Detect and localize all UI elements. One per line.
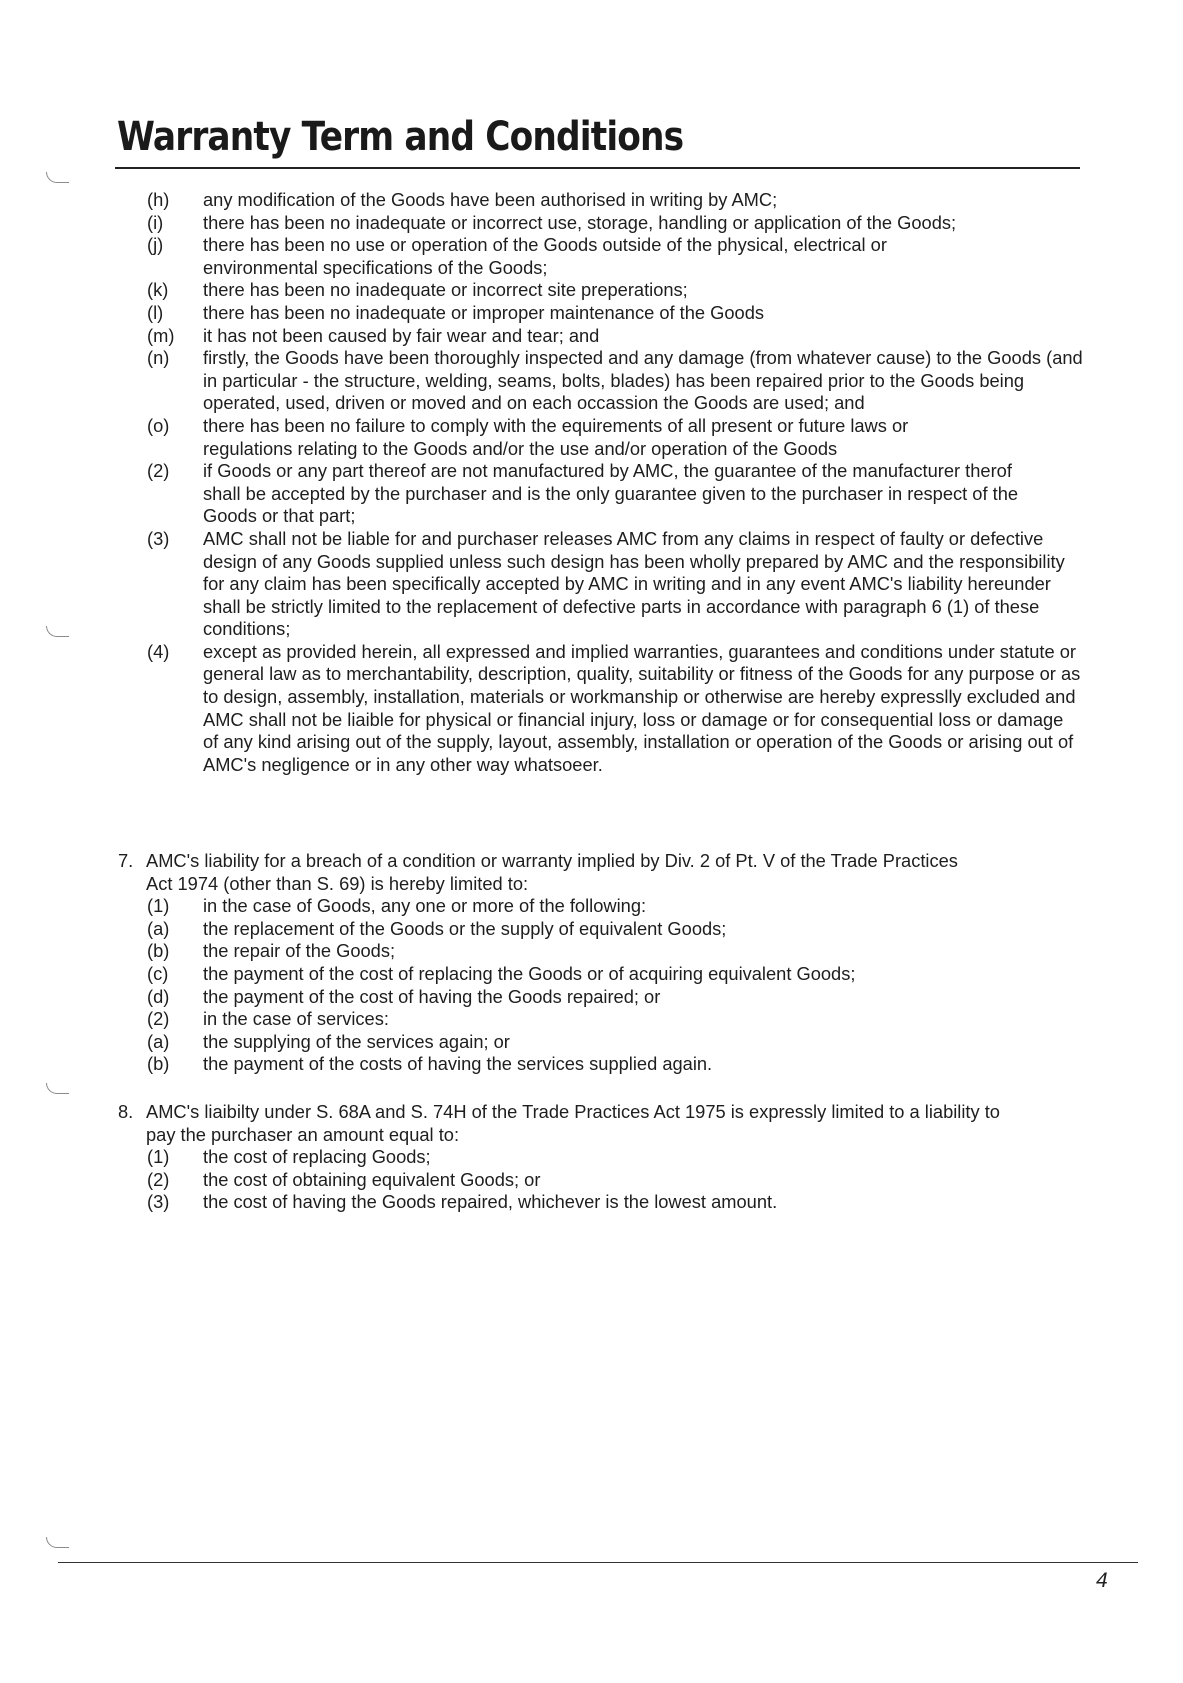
list-item — [0, 641, 1083, 777]
item-text: AMC shall not be liable for and purchaser releases AMC from any claims in respect of faulty or defective design of any Goods supplied unless such design has been wholly prepared by AMC and the responsibility for any claim has been specifically accepted by AMC in writing and in any event AMC's liability hereunder shall be strictly limited to the replacement of defective parts in accordance with paragraph 6 (1) of these conditions; — [203, 527, 1065, 640]
item-text: the repair of the Goods; — [203, 940, 396, 962]
item-text: in the case of services: — [203, 1008, 389, 1030]
binder-hole-mark — [46, 1537, 69, 1548]
item-label: (m) — [147, 324, 175, 346]
item-text: the cost of replacing Goods; — [203, 1146, 431, 1168]
list-item — [0, 234, 1083, 279]
item-label: (b) — [147, 940, 170, 962]
item-text: except as provided herein, all expressed and implied warranties, guarantees and conditions under statute or general law as to merchantability, description, quality, suitability or fitness of the Goods for any purpose or as to design, assembly, installation, materials or workmanship or otherwise are hereby expresslly excluded and AMC shall not be liaible for physical or financial injury, loss or damage or for consequential loss or damage of any kind arising out of the supply, layout, assembly, installation or operation of the Goods or arising out of AMC's negligence or in any other way whatsoeer. — [203, 640, 1081, 775]
binder-hole-mark — [46, 172, 69, 183]
list-item — [0, 528, 1083, 641]
clause-number: 8. — [118, 1101, 134, 1122]
list-item — [0, 212, 1083, 235]
clause-text: AMC's liability for a breach of a condition or warranty implied by Div. 2 of Pt. V of the Trade Practices Act 1974 (other than S. 69) is hereby limited to: — [146, 850, 958, 894]
item-label: (d) — [147, 985, 170, 1007]
item-label: (2) — [147, 460, 170, 482]
item-label: (c) — [147, 962, 169, 984]
item-label: (1) — [147, 1146, 170, 1168]
item-label: (3) — [147, 1191, 170, 1213]
item-label: (a) — [147, 1030, 170, 1052]
item-label: (2) — [147, 1008, 170, 1030]
title-underline — [115, 167, 1080, 169]
item-text: the payment of the cost of having the Goods repaired; or — [203, 985, 661, 1007]
page-title: Warranty Term and Conditions — [117, 114, 684, 160]
list-item — [0, 189, 1083, 212]
binder-hole-mark — [46, 1083, 69, 1094]
item-text: there has been no use or operation of the Goods outside of the physical, electrical or environmental specifications of the Goods; — [203, 234, 887, 278]
item-label: (j) — [147, 234, 164, 256]
list-item — [0, 1169, 1083, 1192]
clause-8 — [0, 1101, 1083, 1214]
list-item — [0, 279, 1083, 302]
clause-7 — [0, 850, 1083, 1076]
item-text: any modification of the Goods have been authorised in writing by AMC; — [203, 189, 778, 210]
warranty-conditions-list — [0, 189, 1083, 776]
item-label: (b) — [147, 1053, 170, 1075]
item-text: the payment of the cost of replacing the Goods or of acquiring equivalent Goods; — [203, 962, 856, 984]
item-text: the replacement of the Goods or the supply of equivalent Goods; — [203, 917, 727, 939]
item-label: (h) — [147, 189, 170, 210]
list-item — [0, 986, 1083, 1009]
item-label: (l) — [147, 301, 164, 323]
item-text: the cost of having the Goods repaired, whichever is the lowest amount. — [203, 1191, 778, 1213]
list-item — [0, 1031, 1083, 1054]
item-text: there has been no failure to comply with the equirements of all present or future laws or regulations relating to the Goods and/or the use and/or operation of the Goods — [203, 414, 909, 459]
clause-number: 7. — [118, 850, 134, 871]
item-text: in the case of Goods, any one or more of the following: — [203, 895, 647, 917]
list-item — [0, 1191, 1083, 1214]
item-label: (1) — [147, 895, 170, 917]
item-label: (o) — [147, 414, 170, 436]
list-item — [0, 460, 1083, 528]
list-item — [0, 1053, 1083, 1076]
item-label: (n) — [147, 347, 170, 369]
list-item — [0, 895, 1083, 918]
item-text: the payment of the costs of having the services supplied again. — [203, 1053, 713, 1075]
list-item — [0, 1008, 1083, 1031]
item-text: if Goods or any part thereof are not manufactured by AMC, the guarantee of the manufacturer therof shall be accepted by the purchaser and is the only guarantee given to the purchaser in respect of the Goods or that part; — [203, 460, 1019, 527]
item-label: (3) — [147, 527, 170, 549]
list-item — [0, 1146, 1083, 1169]
list-item — [0, 302, 1083, 325]
list-item — [0, 963, 1083, 986]
item-label: (2) — [147, 1168, 170, 1190]
footer-rule — [58, 1562, 1138, 1563]
item-text: there has been no inadequate or incorrect site preperations; — [203, 279, 688, 301]
list-item — [0, 940, 1083, 963]
item-label: (4) — [147, 640, 170, 662]
list-item — [0, 325, 1083, 348]
list-item — [0, 347, 1083, 415]
item-text: the cost of obtaining equivalent Goods; or — [203, 1168, 541, 1190]
list-item — [0, 415, 1083, 460]
item-text: there has been no inadequate or improper maintenance of the Goods — [203, 301, 765, 323]
clause-heading — [0, 850, 1083, 895]
item-text: it has not been caused by fair wear and tear; and — [203, 324, 600, 346]
clause-text: AMC's liaibilty under S. 68A and S. 74H of the Trade Practices Act 1975 is expressly limited to a liability to pay the purchaser an amount equal to: — [146, 1101, 1000, 1145]
item-text: there has been no inadequate or incorrect use, storage, handling or application of the Goods; — [203, 211, 957, 233]
item-text: the supplying of the services again; or — [203, 1030, 510, 1052]
page-number: 4 — [1096, 1569, 1108, 1592]
item-label: (k) — [147, 279, 169, 301]
item-label: (a) — [147, 917, 170, 939]
list-item — [0, 918, 1083, 941]
item-text: firstly, the Goods have been thoroughly inspected and any damage (from whatever cause) to the Goods (and in particular - the structure, welding, seams, bolts, blades) has been repaired prior to the Goods being operated, used, driven or moved and on each occassion the Goods are used; and — [203, 347, 1083, 414]
clause-heading — [0, 1101, 1083, 1146]
item-label: (i) — [147, 211, 164, 233]
